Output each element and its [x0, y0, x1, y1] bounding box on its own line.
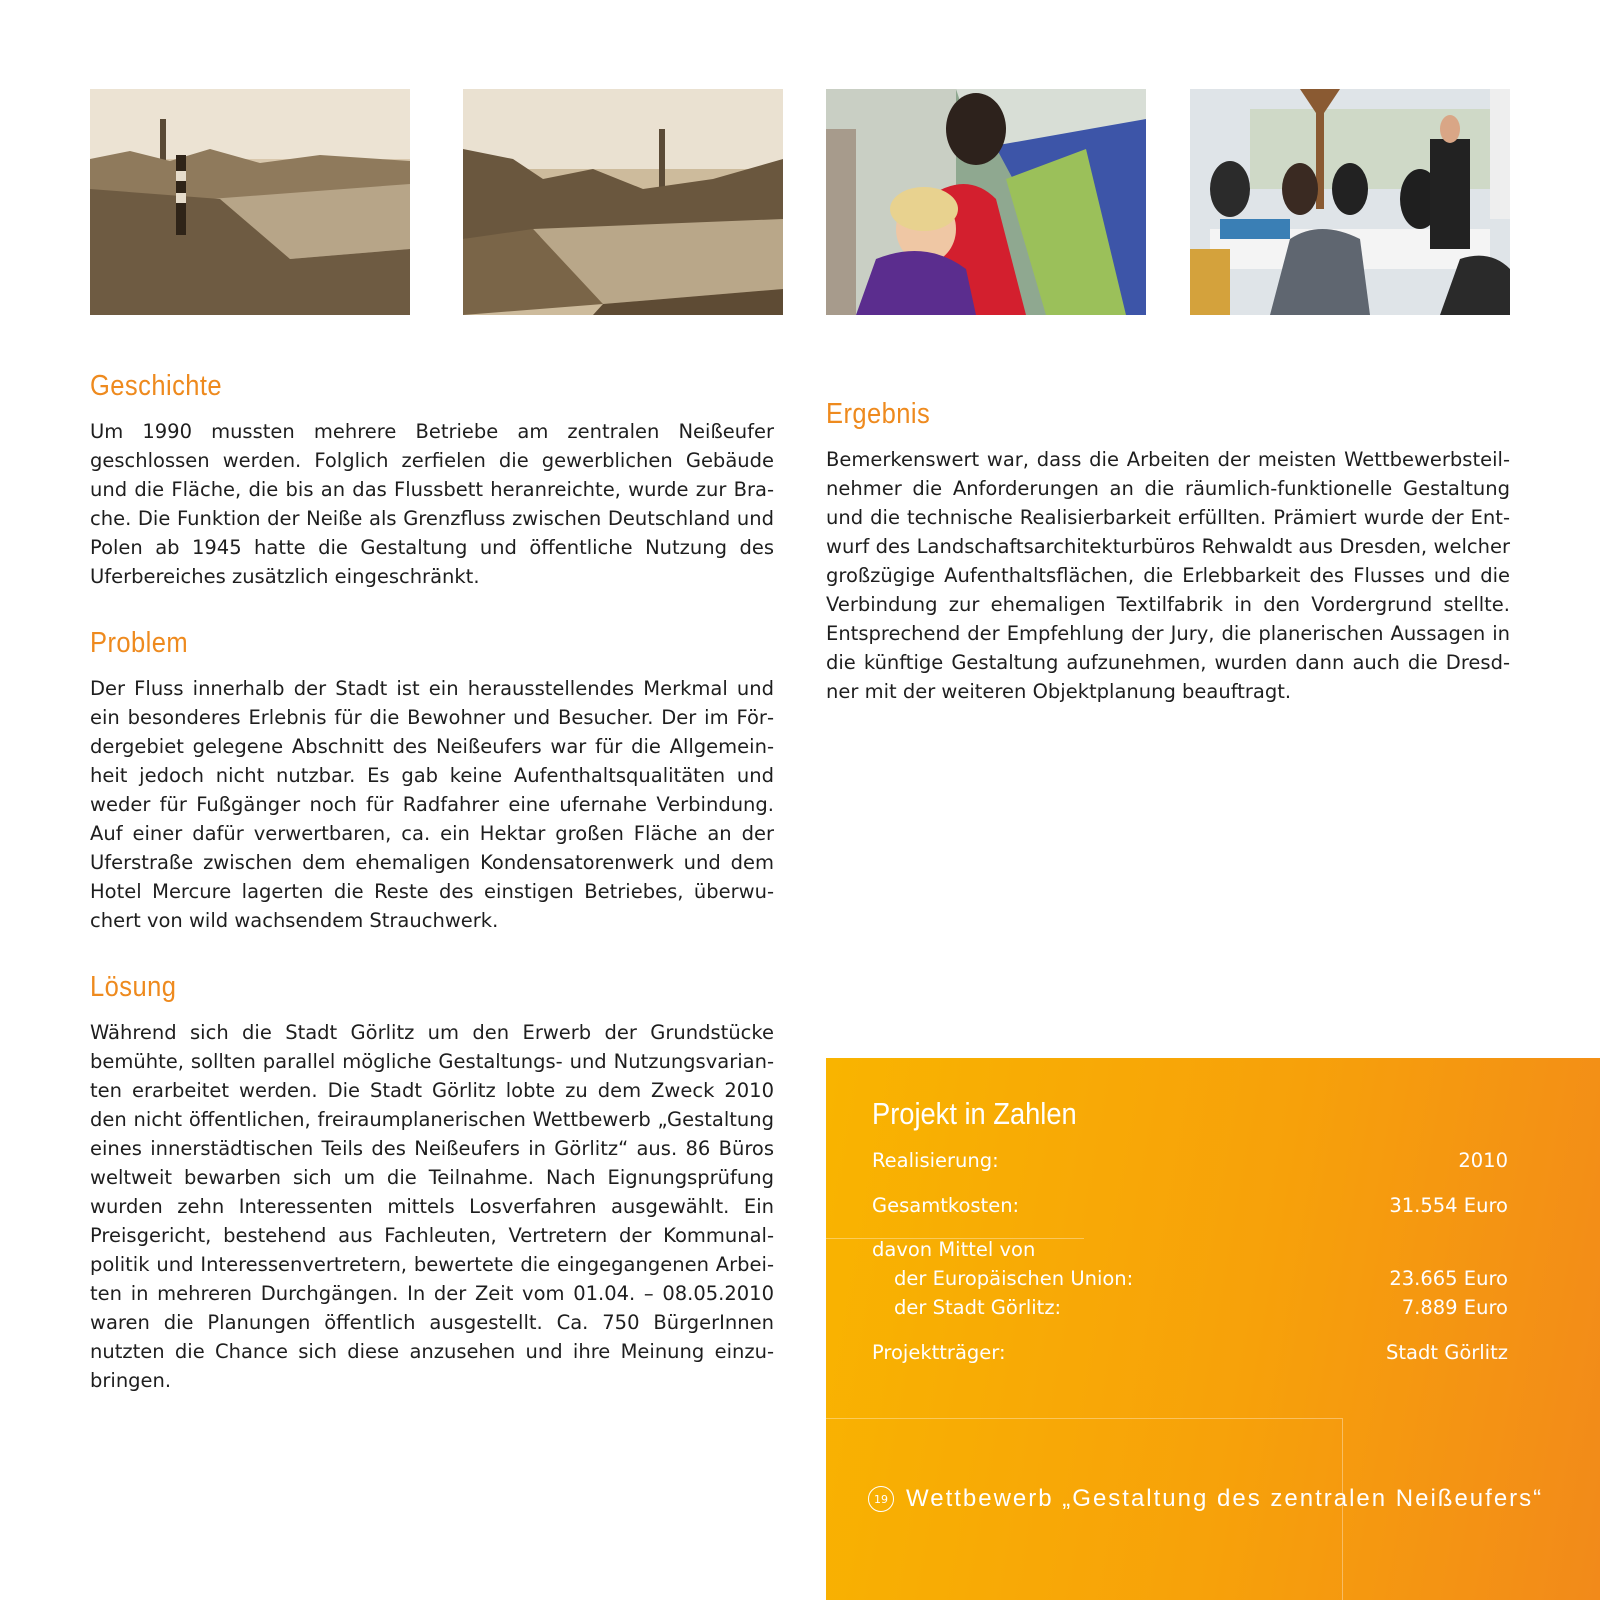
photo-historic-site — [463, 89, 783, 315]
stat-row-realisierung — [872, 1146, 1508, 1175]
stat-label: Realisierung: — [872, 1149, 999, 1172]
stat-row-projekttraeger — [872, 1338, 1508, 1367]
footer-text: Wettbewerb „Gestaltung des zentralen Neißeufers“ — [906, 1485, 1544, 1512]
text-ergebnis: Bemerkenswert war, dass die Arbeiten der meisten Wettbewerbsteilnehmer die Anforderungen an die räumlich-funktionelle Gestaltung und die technische Realisierbarkeit erfüllten. Prämiert wurde der Entwurf des Landschaftsarchitekturbüros Rehwaldt aus Dresden, welcher großzügige Aufenthaltsflächen, die Erlebbarkeit des Flusses und die Verbindung zur ehemaligen Textilfabrik in den Vordergrund stellte. Entsprechend der Empfehlung der Jury, die planerischen Aussagen in die künftige Gestaltung aufzunehmen, wurden dann auch die Dresdner mit der weiteren Objektplanung beauftragt. — [826, 448, 1510, 703]
stat-row-davon — [872, 1235, 1508, 1264]
text-problem: Der Fluss innerhalb der Stadt ist ein herausstellendes Merkmal und ein besonderes Erlebnis für die Bewohner und Besucher. Der im Fördergebiet gelegene Abschnitt des Neißeufers war für die Allgemeinheit jedoch nicht nutzbar. Es gab keine Aufenthaltsqualitäten und weder für Fußgänger noch für Radfahrer eine ufernahe Verbindung. Auf einer dafür verwertbaren, ca. ein Hektar großen Fläche an der Uferstraße zwischen dem ehemaligen Kondensatorenwerk und dem Hotel Mercure lagerten die Reste des einstigen Betriebes, überwuchert von wild wachsendem Strauchwerk. — [90, 677, 774, 932]
stat-label: Gesamtkosten: — [872, 1194, 1020, 1217]
heading-loesung: Lösung — [90, 971, 177, 1003]
heading-problem: Problem — [90, 627, 189, 659]
stat-label: der Stadt Görlitz: — [894, 1296, 1062, 1319]
stat-label: der Europäischen Union: — [894, 1267, 1134, 1290]
photo-exhibition-visitors — [826, 89, 1146, 315]
text-loesung: Während sich die Stadt Görlitz um den Erwerb der Grundstücke bemühte, sollten parallel mögliche Gestaltungs- und Nutzungsvarianten erarbeitet werden. Die Stadt Görlitz lobte zu dem Zweck 2010 den nicht öffentlichen, freiraumplanerischen Wettbewerb „Gestaltung eines innerstädtischen Teils des Neißeufers in Görlitz“ aus. 86 Büros weltweit bewarben sich um die Teilnahme. Nach Eignungsprüfung wurden zehn Interessenten mittels Losverfahren ausgewählt. Ein Preisgericht, bestehend aus Fachleuten, Vertretern der Kommunalpolitik und Interessenvertretern, bewertete die eingegangenen Arbeiten in mehreren Durchgängen. In der Zeit vom 01.04. – 08.05.2010 waren die Planungen öffentlich ausgestellt. Ca. 750 BürgerInnen nutzten die Chance sich diese anzusehen und ihre Meinung einzubringen. — [90, 1021, 774, 1392]
stat-row-eu — [872, 1264, 1508, 1293]
decorative-line — [826, 1418, 1342, 1419]
photo-historic-riverbank — [90, 89, 410, 315]
left-column — [90, 370, 774, 1431]
heading-geschichte: Geschichte — [90, 370, 223, 402]
photo-meeting — [1190, 89, 1510, 315]
section-problem — [90, 627, 774, 935]
section-ergebnis — [826, 398, 1510, 706]
stat-label: Projektträger: — [872, 1341, 1006, 1364]
project-stats-box — [826, 1058, 1600, 1600]
stat-row-gesamtkosten — [872, 1191, 1508, 1220]
stats-title: Projekt in Zahlen — [872, 1096, 1077, 1131]
stat-value: Stadt Görlitz — [1386, 1341, 1508, 1364]
stat-value: 2010 — [1458, 1149, 1508, 1172]
section-geschichte — [90, 370, 774, 591]
heading-ergebnis: Ergebnis — [826, 398, 931, 430]
right-column — [826, 398, 1510, 742]
page-number-badge: 19 — [868, 1486, 894, 1512]
stat-label: davon Mittel von — [872, 1238, 1036, 1261]
stat-value: 31.554 Euro — [1389, 1194, 1508, 1217]
footer-title — [868, 1485, 1543, 1513]
text-geschichte: Um 1990 mussten mehrere Betriebe am zentralen Neißeufer geschlossen werden. Folglich zerfielen die gewerblichen Gebäude und die Fläche, die bis an das Flussbett heranreichte, wurde zur Brache. Die Funktion der Neiße als Grenzfluss zwischen Deutschland und Polen ab 1945 hatte die Gestaltung und öffentliche Nutzung des Uferbereiches zusätzlich eingeschränkt. — [90, 420, 774, 588]
stat-row-stadt — [872, 1293, 1508, 1322]
stat-value: 23.665 Euro — [1389, 1267, 1508, 1290]
stat-value: 7.889 Euro — [1401, 1296, 1508, 1319]
section-loesung — [90, 971, 774, 1395]
